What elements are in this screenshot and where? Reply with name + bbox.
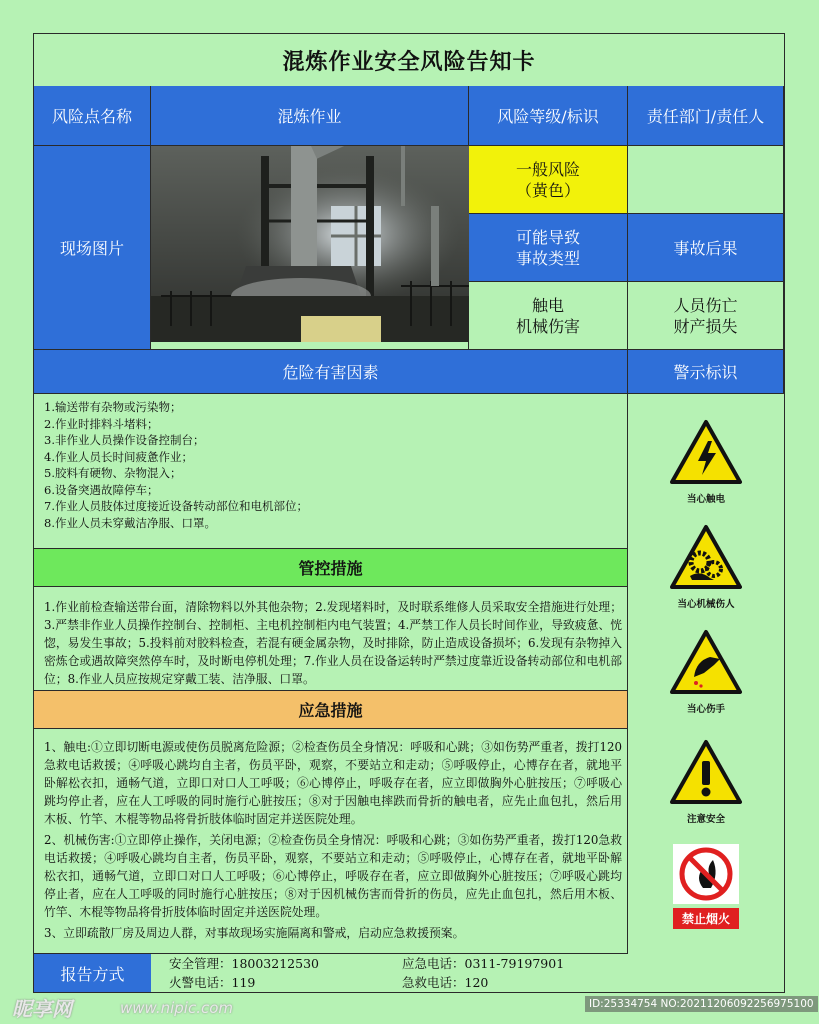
sign-hand: [666, 629, 746, 715]
hand-injury-icon: [670, 629, 742, 695]
consequence-value: 人员伤亡 财产损失: [628, 282, 784, 350]
emergency-phone: 应急电话：0311-79197901: [402, 956, 565, 971]
warning-signs: [628, 394, 784, 954]
consequence-label: 事故后果: [628, 214, 784, 282]
site-photo-image: [151, 146, 469, 342]
sign-caution-caption: 注意安全: [686, 814, 725, 825]
report-method-label: 报告方式: [34, 954, 151, 992]
watermark: [0, 993, 819, 1024]
hazard-item: 8.作业人员未穿戴洁净服、口罩。: [44, 515, 216, 530]
dept-value: [628, 146, 784, 214]
sign-hand-caption: 当心伤手: [686, 704, 725, 715]
sign-mechanical-caption: 当心机械伤人: [677, 599, 735, 610]
sign-electric-caption: 当心触电: [686, 494, 725, 505]
emergency-2: 2、机械伤害:①立即停止操作，关闭电源；②检查伤员全身情况：呼吸和心跳；③如伤势严重者，拨打120急救电话救援；④呼吸心跳均自主者，伤员平卧，观察，不要站立和走动；⑤呼吸停止，心博存在者，就地平卧解松衣扣，通畅气道，立即口对口人工呼吸；⑥心博停止，呼吸存在者，应立即做胸外心脏按压；⑦呼吸心跳均停止者，应在人工呼吸的同时施行心脏按压；⑧对于因机械伤害而骨折的伤员，应先止血包扎，然后用木板、竹竿、木棍等物品将骨折肢体临时固定并送医院处理。: [44, 833, 622, 919]
photo-bottom-strip: [151, 342, 469, 350]
accident-type-label: 可能导致 事故类型: [469, 214, 628, 282]
sign-mechanical: [666, 524, 746, 610]
hazard-header: 危险有害因素: [34, 350, 628, 394]
mechanical-injury-icon: [670, 524, 742, 590]
fire-alarm-phone: 火警电话：119: [169, 975, 256, 990]
risk-point-value: 混炼作业: [151, 86, 469, 146]
sign-caution: [666, 739, 746, 825]
safety-mgmt-phone: 安全管理：18003212530: [169, 956, 319, 971]
hazard-item: 3.非作业人员操作设备控制台；: [44, 433, 205, 447]
emergency-1: 1、触电:①立即切断电源或使伤员脱离危险源；②检查伤员全身情况：呼吸和心跳；③如伤势严重者，拨打120急救电话救援；④呼吸心跳均自主者，伤员平卧，观察，不要站立和走动；⑤呼吸停止，心博存在者，就地平卧解松衣扣，通畅气道，立即口对口人工呼吸；⑥心博停止，呼吸存在者，应立即做胸外心脏按压；⑦呼吸心跳均停止者，应在人工呼吸的同时施行心脏按压；⑧对于因触电摔跌而骨折的触电者，应先止血包扎，然后用木板、竹竿、木棍等物品将骨折肢体临时固定并送医院处理。: [44, 740, 622, 826]
sign-no-fire-caption: 禁止烟火: [673, 908, 739, 929]
risk-level-label: 风险等级/标识: [469, 86, 628, 146]
hazard-list: [44, 399, 624, 531]
hazard-item: 4.作业人员长时间疲惫作业；: [44, 449, 193, 464]
watermark-logo: 昵享网: [12, 997, 72, 1021]
risk-notice-card: [33, 33, 785, 993]
photo-label: 现场图片: [34, 146, 151, 350]
card-title: 混炼作业安全风险告知卡: [34, 34, 784, 87]
emergency-header: 应急措施: [34, 691, 628, 729]
control-header: 管控措施: [34, 549, 628, 587]
hazard-item: 5.胶料有硬物、杂物混入；: [44, 466, 182, 480]
dept-label: 责任部门/责任人: [628, 86, 784, 146]
sign-no-fire: [666, 844, 746, 929]
electric-shock-icon: [670, 419, 742, 485]
watermark-id: ID:25334754 NO:20211206092256975100: [585, 996, 818, 1012]
first-aid-phone: 急救电话：120: [402, 975, 489, 990]
risk-level-value: 一般风险 （黄色）: [469, 146, 628, 214]
hazard-item: 1.输送带有杂物或污染物；: [44, 400, 182, 414]
site-photo: [151, 146, 469, 342]
caution-icon: [670, 739, 742, 805]
sign-electric: [666, 419, 746, 505]
hazard-item: 7.作业人员肢体过度接近设备转动部位和电机部位；: [44, 499, 308, 513]
emergency-3: 3、立即疏散厂房及周边人群，对事故现场实施隔离和警戒，启动应急救援预案。: [44, 926, 465, 940]
risk-point-label: 风险点名称: [34, 86, 151, 146]
no-fire-icon: [673, 844, 739, 904]
control-text: 1.作业前检查输送带台面，清除物料以外其他杂物；2.发现堵料时，及时联系维修人员采取安全措施进行处理；3.严禁非作业人员操作控制台、控制柜、主电机控制柜内电气装置；4.严禁工作人员长时间作业，导致疲惫、恍惚，易发生事故；5.投料前对胶料检查，若混有硬金属杂物，及时排除，防止造成设备损坏；6.发现有杂物掉入密炼仓或遇故障突然停车时，及时断电停机处理；7.作业人员在设备运转时严禁过度靠近设备转动部位和电机部位；8.作业人员应按规定穿戴工装、洁净服、口罩。: [44, 600, 622, 686]
accident-type-value: 触电 机械伤害: [469, 282, 628, 350]
hazard-item: 2.作业时排料斗堵料；: [44, 416, 159, 431]
warning-header: 警示标识: [628, 350, 784, 394]
hazard-item: 6.设备突遇故障停车；: [44, 482, 159, 497]
watermark-url: www.nipic.com: [120, 999, 234, 1017]
